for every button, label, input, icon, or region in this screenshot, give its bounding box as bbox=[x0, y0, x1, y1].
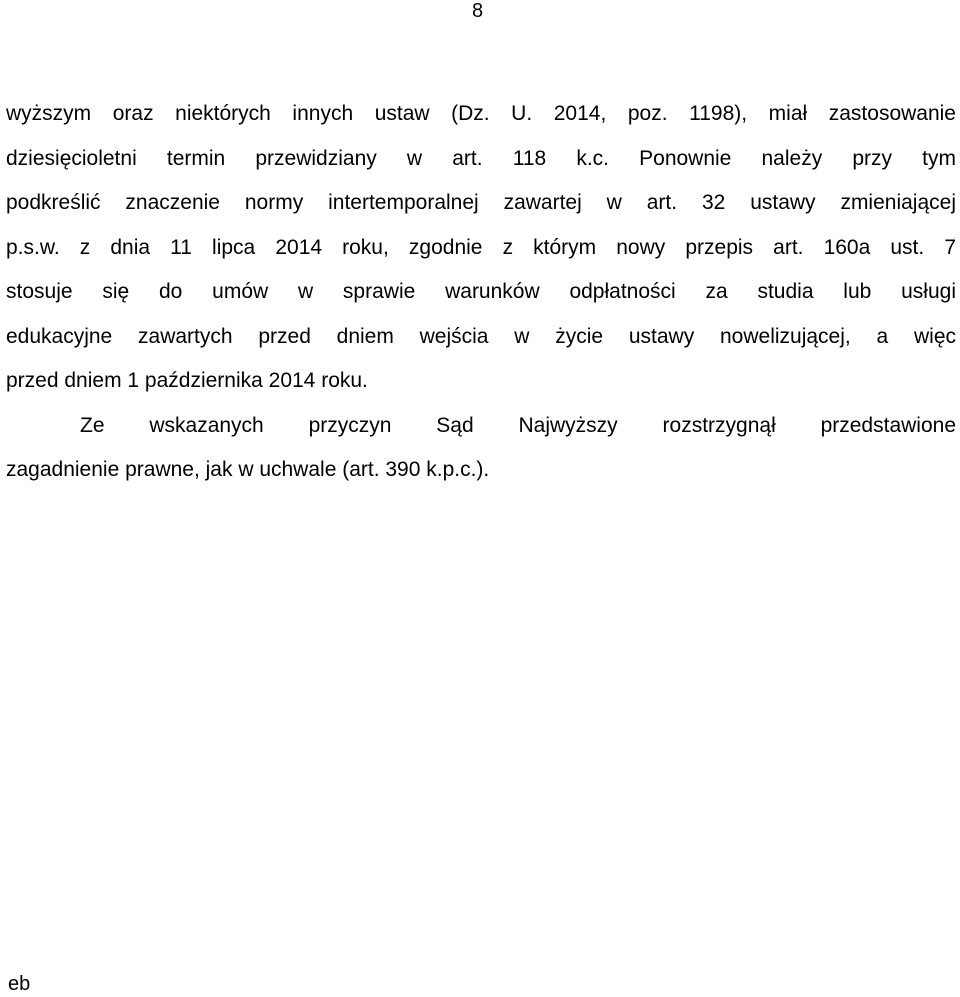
paragraph-1-line-5: stosuje się do umów w sprawie warunków odpłatności za studia lub usługi bbox=[6, 280, 956, 303]
author-initials: eb bbox=[8, 973, 31, 995]
paragraph-1-line-3: podkreślić znaczenie normy intertemporalnej zawartej w art. 32 ustawy zmieniającej bbox=[6, 191, 956, 214]
paragraph-1-line-2: dziesięcioletni termin przewidziany w art. 118 k.c. Ponownie należy przy tym bbox=[6, 146, 956, 170]
document-body bbox=[6, 92, 956, 493]
paragraph-1-line-4: p.s.w. z dnia 11 lipca 2014 roku, zgodnie z którym nowy przepis art. 160a ust. 7 bbox=[6, 235, 956, 259]
paragraph-1-line-7: przed dniem 1 października 2014 roku. bbox=[6, 369, 368, 392]
page-number: 8 bbox=[472, 0, 484, 22]
paragraph-1-line-6: edukacyjne zawartych przed dniem wejścia w życie ustawy nowelizującej, a więc bbox=[6, 324, 956, 348]
paragraph-2-line-2: zagadnienie prawne, jak w uchwale (art. 390 k.p.c.). bbox=[6, 458, 490, 481]
paragraph-1-line-1: wyższym oraz niektórych innych ustaw (Dz. U. 2014, poz. 1198), miał zastosowanie bbox=[6, 102, 956, 125]
paragraph-2-line-1: Ze wskazanych przyczyn Sąd Najwyższy rozstrzygnął przedstawione bbox=[80, 413, 956, 437]
